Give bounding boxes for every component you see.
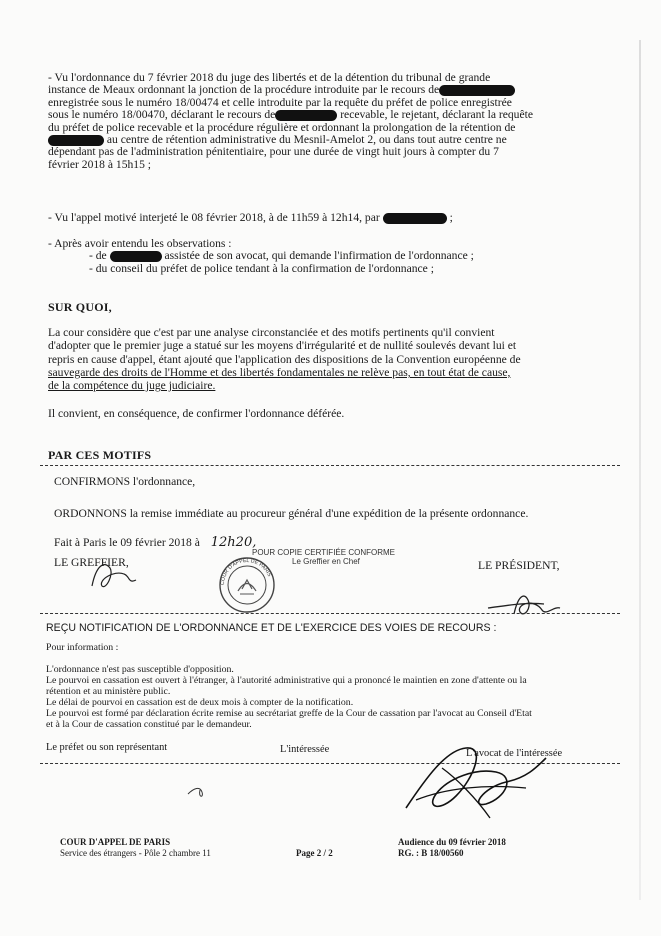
pour-info-label: Pour information : — [46, 642, 119, 653]
divider — [40, 613, 620, 614]
footer-audience: Audience du 09 février 2018 — [398, 837, 506, 847]
divider — [40, 465, 620, 466]
info-paragraph — [46, 664, 532, 730]
line: Le pourvoi en cassation est ouvert à l'étranger, à l'autorité administrative qui a prononcé le maintien en zone d'attente ou la — [46, 675, 527, 686]
confirm-paragraph: Il convient, en conséquence, de confirmer l'ordonnance déférée. — [48, 407, 345, 420]
president-signature-icon — [484, 584, 564, 624]
greffier-label: LE GREFFIER, — [54, 556, 129, 569]
redaction — [383, 213, 447, 224]
footer-rg: RG. : B 18/00560 — [398, 848, 464, 858]
president-label: LE PRÉSIDENT, — [478, 559, 560, 572]
prefet-signature-icon — [180, 772, 220, 802]
scan-edge — [639, 40, 641, 900]
considerant-paragraph — [48, 326, 521, 392]
line: et à la Cour de cassation constitué par le demandeur. — [46, 719, 252, 730]
line: rétention et au ministère public. — [46, 686, 171, 697]
line: instance de Meaux ordonnant la jonction de la procédure introduite par le recours de — [48, 84, 533, 96]
fait-line: Fait à Paris le 09 février 2018 à 12h20, — [54, 535, 257, 550]
svg-text:COUR D'APPEL DE PARIS: COUR D'APPEL DE PARIS — [219, 557, 273, 586]
redaction — [48, 135, 104, 146]
handwritten-time: 12h20, — [210, 535, 257, 550]
redaction — [275, 110, 337, 121]
line: Le délai de pourvoi en cassation est de deux mois à compter de la notification. — [46, 697, 354, 708]
line: - de assistée de son avocat, qui demande l'infirmation de l'ordonnance ; — [89, 249, 474, 263]
line: de la compétence du juge judiciaire. — [48, 379, 216, 393]
line: d'adopter que le premier juge a statué sur les moyens d'irrégularité et de nullité soulevés devant lui et — [48, 339, 517, 353]
line: du préfet de police recevable et la procédure régulière et ordonnant la prolongation de la rétention de — [48, 120, 516, 134]
par-ces-motifs-heading: PAR CES MOTIFS — [48, 448, 152, 462]
line: Le pourvoi est formé par déclaration écrite remise au secrétariat greffe de la Cour de cassation par l'avocat au Conseil d'Etat — [46, 708, 532, 719]
line: au centre de rétention administrative du Mesnil-Amelot 2, ou dans tout autre centre ne — [48, 134, 533, 146]
court-seal-icon — [218, 556, 276, 614]
line: La cour considère que c'est par une analyse circonstanciée et des motifs pertinents qu'il convient — [48, 326, 495, 339]
notification-heading: REÇU NOTIFICATION DE L'ORDONNANCE ET DE L'EXERCICE DES VOIES DE RECOURS : — [46, 622, 497, 634]
interessee-sign-label: L'intéressée — [280, 744, 330, 755]
line: repris en cause d'appel, étant ajouté que l'application des dispositions de la Convention européenne de — [48, 352, 521, 366]
observations-paragraph — [48, 238, 474, 275]
avocat-signature-icon — [386, 738, 556, 826]
line: - Après avoir entendu les observations : — [48, 237, 232, 250]
stamp-line: Le Greffier en Chef — [292, 557, 360, 566]
redaction — [110, 251, 162, 262]
appel-paragraph: - Vu l'appel motivé interjeté le 08 février 2018, à de 11h59 à 12h14, par ; — [48, 211, 453, 224]
stamp-line: POUR COPIE CERTIFIÉE CONFORME — [252, 548, 395, 557]
line: dépendant pas de l'administration pénitentiaire, pour une durée de vingt huit jours à compter du 7 — [48, 145, 499, 159]
sur-quoi-heading: SUR QUOI, — [48, 300, 112, 314]
footer-page: Page 2 / 2 — [296, 848, 333, 858]
footer-service: Service des étrangers - Pôle 2 chambre 11 — [60, 848, 211, 858]
greffier-signature-icon — [84, 556, 144, 596]
line: sous le numéro 18/00470, déclarant le recours de recevable, le rejetant, déclarant la requête — [48, 108, 533, 122]
ordonnance-paragraph — [48, 72, 533, 171]
avocat-sign-label: L'avocat de l'intéressée — [466, 748, 563, 759]
line: - du conseil du préfet de police tendant à la confirmation de l'ordonnance ; — [89, 261, 434, 275]
ordonnons-line: ORDONNONS la remise immédiate au procureur général d'une expédition de la présente ordonnance. — [54, 507, 529, 520]
line: février 2018 à 15h15 ; — [48, 157, 152, 171]
line: - Vu l'ordonnance du 7 février 2018 du juge des libertés et de la détention du tribunal de grande — [48, 71, 491, 84]
line: sauvegarde des droits de l'Homme et des libertés fondamentales ne relève pas, en tout état de cause, — [48, 365, 511, 379]
line: L'ordonnance n'est pas susceptible d'opposition. — [46, 664, 234, 675]
footer-court: COUR D'APPEL DE PARIS — [60, 837, 171, 847]
confirmons-line: CONFIRMONS l'ordonnance, — [54, 475, 196, 488]
line: enregistrée sous le numéro 18/00474 et celle introduite par la requête du préfet de police enregistrée — [48, 95, 512, 109]
prefet-sign-label: Le préfet ou son représentant — [46, 742, 168, 753]
redaction — [439, 85, 515, 96]
